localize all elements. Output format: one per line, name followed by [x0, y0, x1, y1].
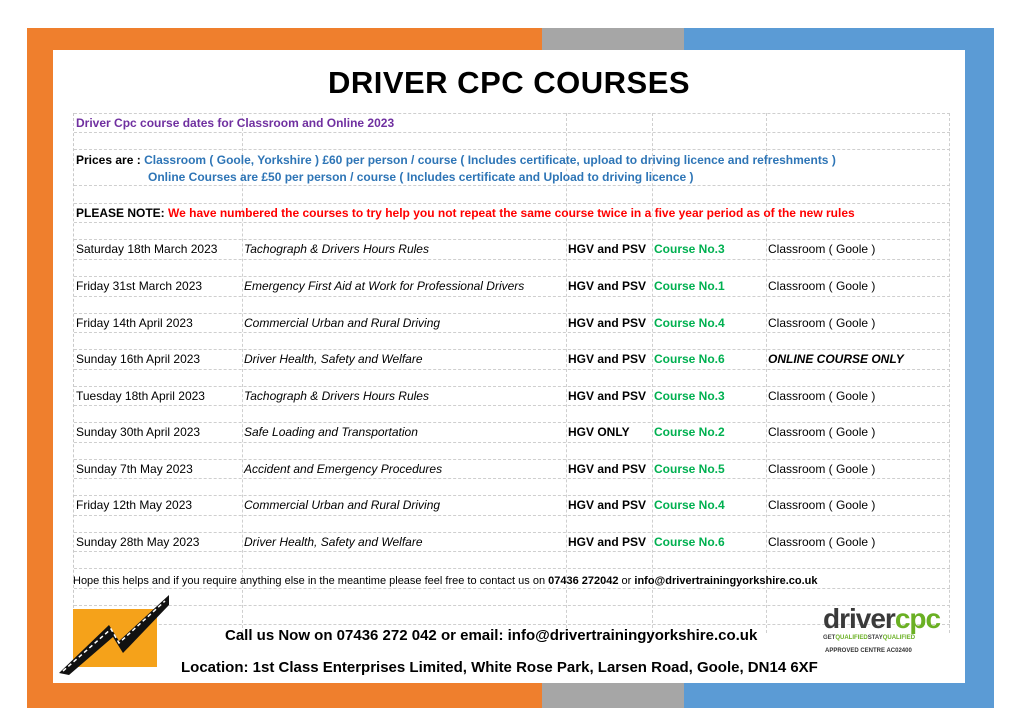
table-row	[74, 314, 950, 334]
tag-get: GET	[823, 635, 836, 641]
course-location: Classroom ( Goole )	[768, 316, 876, 330]
table-row	[74, 496, 950, 516]
grid-line	[74, 149, 950, 150]
location-line: Location: 1st Class Enterprises Limited, White Rose Park, Larsen Road, Goole, DN14 6XF	[181, 659, 818, 676]
tag-stay: STAY	[867, 635, 883, 641]
vehicle-type: HGV and PSV	[568, 352, 647, 366]
grid-line	[949, 113, 950, 633]
course-number: Course No.1	[654, 279, 725, 293]
frame-bottom-blue	[684, 683, 994, 708]
prices-online: Online Courses are £50 per person / course ( Includes certificate and Upload to driving licence )	[148, 170, 694, 184]
table-row	[74, 277, 950, 297]
vehicle-type: HGV ONLY	[568, 425, 630, 439]
road-logo-icon	[59, 595, 169, 675]
tag-qualified-2: QUALIFIED	[882, 635, 916, 641]
course-title: Tachograph & Drivers Hours Rules	[244, 242, 429, 256]
vehicle-type: HGV and PSV	[568, 389, 647, 403]
email-link[interactable]: info@drivertrainingyorkshire.co.uk	[634, 575, 818, 587]
grid-line	[74, 185, 950, 186]
grid-line	[74, 605, 950, 606]
grid-line	[652, 113, 653, 633]
course-number: Course No.2	[654, 425, 725, 439]
logo-cpc: cpc	[894, 603, 941, 634]
course-number: Course No.4	[654, 498, 725, 512]
phone-link[interactable]: 07436 272042	[548, 575, 619, 587]
course-title: Emergency First Aid at Work for Professional Drivers	[244, 279, 525, 293]
course-title: Commercial Urban and Rural Driving	[244, 498, 441, 512]
course-date: Sunday 30th April 2023	[76, 425, 201, 439]
course-number: Course No.4	[654, 316, 725, 330]
vehicle-type: HGV and PSV	[568, 535, 647, 549]
course-date: Saturday 18th March 2023	[76, 242, 218, 256]
page-title: DRIVER CPC COURSES	[327, 65, 691, 100]
grid-line	[74, 222, 950, 223]
course-title: Accident and Emergency Procedures	[244, 462, 443, 476]
frame-right-blue	[965, 28, 994, 708]
or-text: or	[618, 575, 635, 587]
help-line	[73, 575, 818, 587]
course-title: Tachograph & Drivers Hours Rules	[244, 389, 429, 403]
course-number: Course No.3	[654, 389, 725, 403]
grid-line	[74, 588, 950, 589]
course-location: ONLINE COURSE ONLY	[768, 352, 904, 366]
grid-line	[74, 624, 950, 625]
frame-left-orange	[27, 28, 53, 708]
course-title: Safe Loading and Transportation	[244, 425, 418, 439]
course-title: Driver Health, Safety and Welfare	[244, 535, 423, 549]
grid-line	[242, 113, 243, 633]
note-line	[76, 206, 855, 220]
vehicle-type: HGV and PSV	[568, 462, 647, 476]
course-number: Course No.6	[654, 352, 725, 366]
contact-line: Call us Now on 07436 272 042 or email: info@drivertrainingyorkshire.co.uk	[225, 627, 758, 644]
prices-line	[76, 153, 836, 167]
course-date: Sunday 7th May 2023	[76, 462, 193, 476]
note-text: We have numbered the courses to try help you not repeat the same course twice in a five year period as of the new rules	[164, 206, 855, 220]
course-location: Classroom ( Goole )	[768, 535, 876, 549]
table-row	[74, 350, 950, 370]
help-text: Hope this helps and if you require anything else in the meantime please feel free to contact us on	[73, 575, 549, 587]
course-number: Course No.6	[654, 535, 725, 549]
frame-bottom-grey	[542, 683, 684, 708]
course-date: Friday 14th April 2023	[76, 316, 193, 330]
logo-wordmark	[823, 603, 940, 635]
course-date: Friday 12th May 2023	[76, 498, 193, 512]
course-number: Course No.3	[654, 242, 725, 256]
grid-line	[74, 203, 950, 204]
table-row	[74, 533, 950, 553]
frame-top-blue	[684, 28, 994, 50]
frame-top-grey	[542, 28, 684, 50]
frame-top-orange	[27, 28, 542, 50]
prices-label: Prices are :	[76, 153, 141, 167]
course-title: Driver Health, Safety and Welfare	[244, 352, 423, 366]
course-date: Sunday 16th April 2023	[76, 352, 201, 366]
course-location: Classroom ( Goole )	[768, 425, 876, 439]
course-location: Classroom ( Goole )	[768, 279, 876, 293]
course-location: Classroom ( Goole )	[768, 462, 876, 476]
table-row	[74, 423, 950, 443]
table-row	[74, 240, 950, 260]
course-table	[73, 113, 950, 633]
grid-line	[766, 113, 767, 633]
course-location: Classroom ( Goole )	[768, 242, 876, 256]
course-date: Tuesday 18th April 2023	[76, 389, 205, 403]
course-date: Sunday 28th May 2023	[76, 535, 200, 549]
note-label: PLEASE NOTE:	[76, 206, 165, 220]
prices-classroom: Classroom ( Goole, Yorkshire ) £60 per person / course ( Includes certificate, upload to driving licence and refreshments )	[144, 153, 836, 167]
tag-qualified: QUALIFIED	[835, 635, 868, 641]
grid-line	[566, 113, 567, 633]
grid-line	[74, 113, 950, 114]
course-number: Course No.5	[654, 462, 725, 476]
grid-line	[74, 132, 950, 133]
intro-heading: Driver Cpc course dates for Classroom and Online 2023	[76, 116, 395, 130]
vehicle-type: HGV and PSV	[568, 242, 647, 256]
course-location: Classroom ( Goole )	[768, 498, 876, 512]
course-date: Friday 31st March 2023	[76, 279, 203, 293]
table-row	[74, 387, 950, 407]
course-title: Commercial Urban and Rural Driving	[244, 316, 441, 330]
course-location: Classroom ( Goole )	[768, 389, 876, 403]
document-page	[53, 55, 965, 683]
frame-bottom-orange	[27, 683, 542, 708]
table-row	[74, 460, 950, 480]
approved-centre: APPROVED CENTRE AC02400	[825, 648, 912, 654]
logo-tagline	[823, 635, 915, 641]
vehicle-type: HGV and PSV	[568, 498, 647, 512]
vehicle-type: HGV and PSV	[568, 279, 647, 293]
driver-cpc-logo	[823, 585, 953, 661]
grid-line	[74, 568, 950, 569]
logo-driver: driver	[823, 603, 895, 634]
vehicle-type: HGV and PSV	[568, 316, 647, 330]
